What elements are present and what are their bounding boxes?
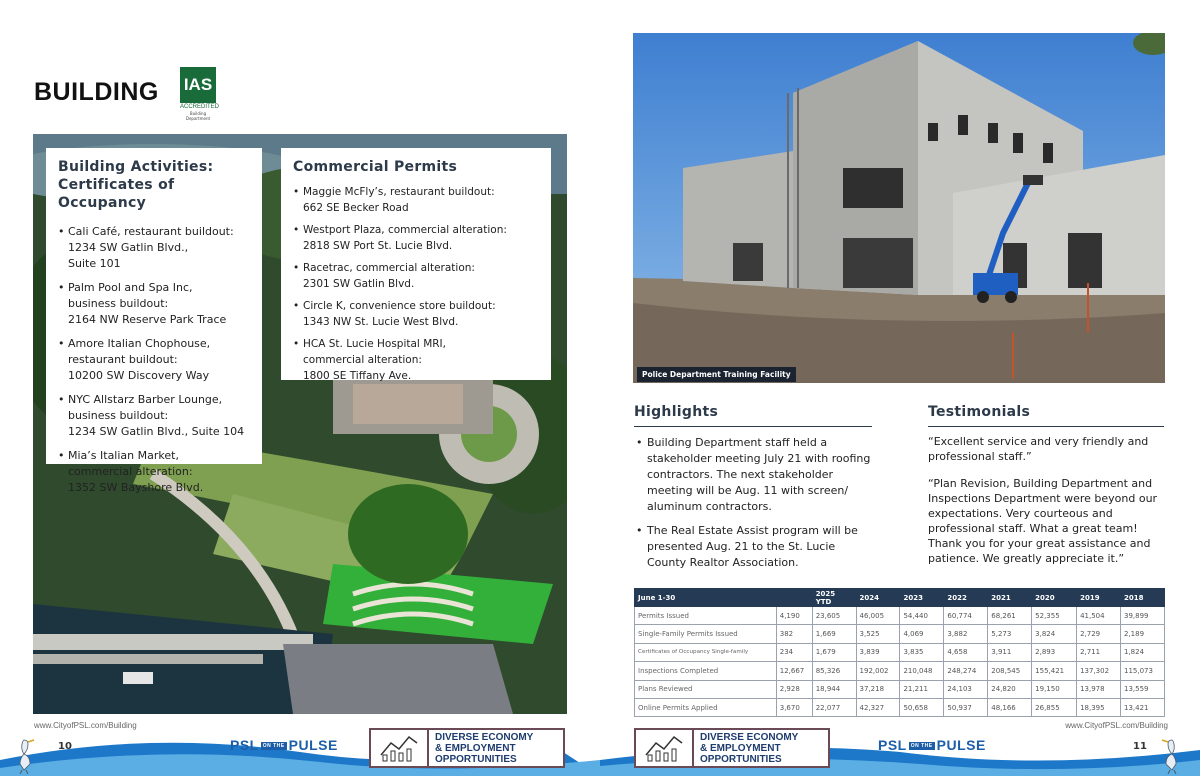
item-line: 1352 SW Bayshore Blvd.	[68, 481, 204, 494]
highlights-list	[636, 435, 876, 579]
table-cell: 3,839	[856, 643, 900, 661]
occupancy-item	[58, 224, 250, 272]
occupancy-list	[58, 224, 250, 496]
table-header-cell: 2022	[944, 589, 988, 607]
occupancy-item	[58, 392, 250, 440]
item-line: commercial alteration:	[303, 354, 422, 366]
table-row-label: Permits Issued	[635, 607, 777, 625]
occupancy-heading-line1: Building Activities:	[58, 159, 214, 175]
table-body	[635, 607, 1165, 717]
testimonials-heading: Testimonials	[928, 404, 1031, 420]
item-line: 2301 SW Gatlin Blvd.	[303, 278, 415, 290]
item-line: 2164 NW Reserve Park Trace	[68, 313, 227, 326]
table-cell: 2,928	[776, 680, 812, 698]
table-cell: 137,302	[1077, 662, 1121, 680]
table-row	[635, 643, 1165, 661]
commercial-item	[293, 298, 539, 330]
table-row	[635, 680, 1165, 698]
table-cell: 1,679	[812, 643, 856, 661]
item-line: commercial alteration:	[68, 465, 193, 478]
diverse-economy-badge	[369, 728, 565, 768]
commercial-item	[293, 184, 539, 216]
commercial-item	[293, 336, 539, 384]
table-cell: 248,274	[944, 662, 988, 680]
item-line: • HCA St. Lucie Hospital MRI,	[303, 338, 446, 350]
table-row	[635, 662, 1165, 680]
testimonials-block	[928, 434, 1168, 578]
page-title: BUILDING	[34, 78, 159, 106]
table-header-cell: 2021	[988, 589, 1032, 607]
econ-line: OPPORTUNITIES	[700, 753, 782, 765]
table-cell: 382	[776, 625, 812, 643]
table-cell: 13,559	[1120, 680, 1164, 698]
item-line: 662 SE Becker Road	[303, 202, 409, 214]
econ-line: OPPORTUNITIES	[435, 753, 517, 765]
psl-on-the-pulse-logo	[878, 737, 986, 753]
table-cell: 13,421	[1120, 698, 1164, 716]
occupancy-item	[58, 280, 250, 328]
table-header-cell: June 1-30	[635, 589, 777, 607]
pulse-word-psl: PSL	[878, 737, 907, 753]
website-link-right[interactable]: www.CityofPSL.com/Building	[1065, 721, 1168, 730]
ias-accreditation-logo	[180, 67, 220, 121]
pulse-word-pulse: PULSE	[936, 737, 986, 753]
ias-logo-line2: Building Department	[185, 111, 211, 121]
psl-on-the-pulse-logo	[230, 737, 338, 753]
pulse-word-on-the: ON THE	[262, 743, 285, 750]
photo-caption: Police Department Training Facility	[637, 367, 796, 382]
pulse-word-psl: PSL	[230, 737, 259, 753]
table-cell: 3,835	[900, 643, 944, 661]
table-cell: 3,670	[776, 698, 812, 716]
testimonials-divider	[928, 426, 1164, 427]
table-row-label: Inspections Completed	[635, 662, 777, 680]
table-cell: 68,261	[988, 607, 1032, 625]
table-header-row	[635, 589, 1165, 607]
ias-logo-mark: IAS	[180, 67, 216, 103]
item-line: 1234 SW Gatlin Blvd.,	[68, 241, 189, 254]
table-row-label: Single-Family Permits Issued	[635, 625, 777, 643]
table-header-cell	[776, 589, 812, 607]
item-line: • Circle K, convenience store buildout:	[303, 300, 496, 312]
table-cell: 155,421	[1032, 662, 1077, 680]
table-cell: 22,077	[812, 698, 856, 716]
table-cell: 21,211	[900, 680, 944, 698]
table-row-label: Certificates of Occupancy Single-family	[635, 643, 777, 661]
pulse-word-pulse: PULSE	[288, 737, 338, 753]
table-cell: 4,658	[944, 643, 988, 661]
table-cell: 18,944	[812, 680, 856, 698]
table-row-label: Online Permits Applied	[635, 698, 777, 716]
table-cell: 19,150	[1032, 680, 1077, 698]
table-cell: 3,911	[988, 643, 1032, 661]
table-cell: 192,002	[856, 662, 900, 680]
heron-logo-icon	[12, 736, 36, 774]
highlights-heading: Highlights	[634, 404, 719, 420]
page-number-left: 10	[58, 741, 72, 752]
item-line: 1343 NW St. Lucie West Blvd.	[303, 316, 459, 328]
table-cell: 4,190	[776, 607, 812, 625]
table-cell: 50,937	[944, 698, 988, 716]
table-cell: 2,189	[1120, 625, 1164, 643]
table-cell: 52,355	[1032, 607, 1077, 625]
item-line: business buildout:	[68, 409, 169, 422]
table-cell: 60,774	[944, 607, 988, 625]
table-cell: 4,069	[900, 625, 944, 643]
table-cell: 2,711	[1077, 643, 1121, 661]
econ-line: DIVERSE ECONOMY	[700, 731, 799, 743]
heron-logo-icon	[1160, 736, 1184, 774]
certificates-of-occupancy-card	[46, 148, 262, 494]
table-cell: 1,824	[1120, 643, 1164, 661]
table-cell: 2,729	[1077, 625, 1121, 643]
table-cell: 115,073	[1120, 662, 1164, 680]
table-header-cell: 2024	[856, 589, 900, 607]
table-header-cell: 2019	[1077, 589, 1121, 607]
pulse-word-on-the: ON THE	[910, 743, 933, 750]
table-cell: 85,326	[812, 662, 856, 680]
table-header-cell: 2023	[900, 589, 944, 607]
item-line: restaurant buildout:	[68, 353, 178, 366]
table-cell: 50,658	[900, 698, 944, 716]
building-photo	[633, 33, 1165, 383]
item-line: • NYC Allstarz Barber Lounge,	[68, 393, 223, 406]
econ-line: & EMPLOYMENT	[700, 742, 781, 754]
econ-line: DIVERSE ECONOMY	[435, 731, 534, 743]
table-cell: 46,005	[856, 607, 900, 625]
econ-line: & EMPLOYMENT	[435, 742, 516, 754]
table-cell: 24,103	[944, 680, 988, 698]
table-cell: 3,882	[944, 625, 988, 643]
table-cell: 48,166	[988, 698, 1032, 716]
diverse-economy-badge	[634, 728, 830, 768]
table-cell: 18,395	[1077, 698, 1121, 716]
commercial-item	[293, 260, 539, 292]
table-row	[635, 625, 1165, 643]
table-cell: 3,824	[1032, 625, 1077, 643]
table-row-label: Plans Reviewed	[635, 680, 777, 698]
table-cell: 2,893	[1032, 643, 1077, 661]
occupancy-item	[58, 336, 250, 384]
growth-chart-icon	[371, 730, 429, 766]
table-cell: 39,899	[1120, 607, 1164, 625]
growth-chart-icon	[636, 730, 694, 766]
table-cell: 13,978	[1077, 680, 1121, 698]
occupancy-heading	[58, 158, 250, 212]
table-cell: 24,820	[988, 680, 1032, 698]
highlights-divider	[634, 426, 872, 427]
table-row	[635, 607, 1165, 625]
item-line: • Racetrac, commercial alteration:	[303, 262, 475, 274]
table-cell: 37,218	[856, 680, 900, 698]
table-cell: 208,545	[988, 662, 1032, 680]
table-cell: 26,855	[1032, 698, 1077, 716]
item-line: 1234 SW Gatlin Blvd., Suite 104	[68, 425, 245, 438]
commercial-permits-card	[281, 148, 551, 380]
item-line: • Palm Pool and Spa Inc,	[68, 281, 193, 294]
ias-logo-line1: ACCREDITED	[180, 104, 220, 110]
item-line: 10200 SW Discovery Way	[68, 369, 210, 382]
table-header-cell: 2020	[1032, 589, 1077, 607]
testimonial-quote: “Excellent service and very friendly and professional staff.”	[928, 435, 1149, 463]
table-cell: 41,504	[1077, 607, 1121, 625]
item-line: business buildout:	[68, 297, 169, 310]
commercial-heading: Commercial Permits	[293, 159, 458, 175]
building-stats-table	[634, 588, 1165, 717]
table-cell: 42,327	[856, 698, 900, 716]
table-cell: 234	[776, 643, 812, 661]
website-link-left[interactable]: www.CityofPSL.com/Building	[34, 721, 137, 730]
highlight-item: • The Real Estate Assist program will be presented Aug. 21 to the St. Lucie County Realtor Association.	[636, 523, 876, 571]
commercial-item	[293, 222, 539, 254]
item-line: • Westport Plaza, commercial alteration:	[303, 224, 507, 236]
table-cell: 23,605	[812, 607, 856, 625]
item-line: • Mia’s Italian Market,	[68, 449, 179, 462]
item-line: • Amore Italian Chophouse,	[68, 337, 211, 350]
highlight-item: • Building Department staff held a stakeholder meeting July 21 with roofing contractors. The next stakeholder meeting will be Aug. 11 with screen/ aluminum contractors.	[636, 435, 876, 515]
table-header-cell: 2025 YTD	[812, 589, 856, 607]
item-line: 1800 SE Tiffany Ave.	[303, 370, 412, 382]
page-number-right: 11	[1133, 741, 1147, 752]
footer-wave	[0, 730, 1200, 776]
occupancy-heading-line2: Certificates of Occupancy	[58, 177, 175, 211]
item-line: • Cali Café, restaurant buildout:	[68, 225, 234, 238]
diverse-economy-text	[429, 732, 533, 765]
table-cell: 210,048	[900, 662, 944, 680]
table-row	[635, 698, 1165, 716]
table-cell: 5,273	[988, 625, 1032, 643]
table-cell: 3,525	[856, 625, 900, 643]
commercial-list	[293, 184, 539, 384]
diverse-economy-text	[694, 732, 798, 765]
table-cell: 12,667	[776, 662, 812, 680]
item-line: • Maggie McFly’s, restaurant buildout:	[303, 186, 495, 198]
testimonial-quote: “Plan Revision, Building Department and Inspections Department were beyond our expectations. Very courteous and professional staff. What a great team! Thank you for your great assistance and patience. We greatly appreciate it.”	[928, 477, 1158, 565]
occupancy-item	[58, 448, 250, 496]
table-header-cell: 2018	[1120, 589, 1164, 607]
item-line: 2818 SW Port St. Lucie Blvd.	[303, 240, 453, 252]
table-cell: 1,669	[812, 625, 856, 643]
table-cell: 54,440	[900, 607, 944, 625]
item-line: Suite 101	[68, 257, 121, 270]
